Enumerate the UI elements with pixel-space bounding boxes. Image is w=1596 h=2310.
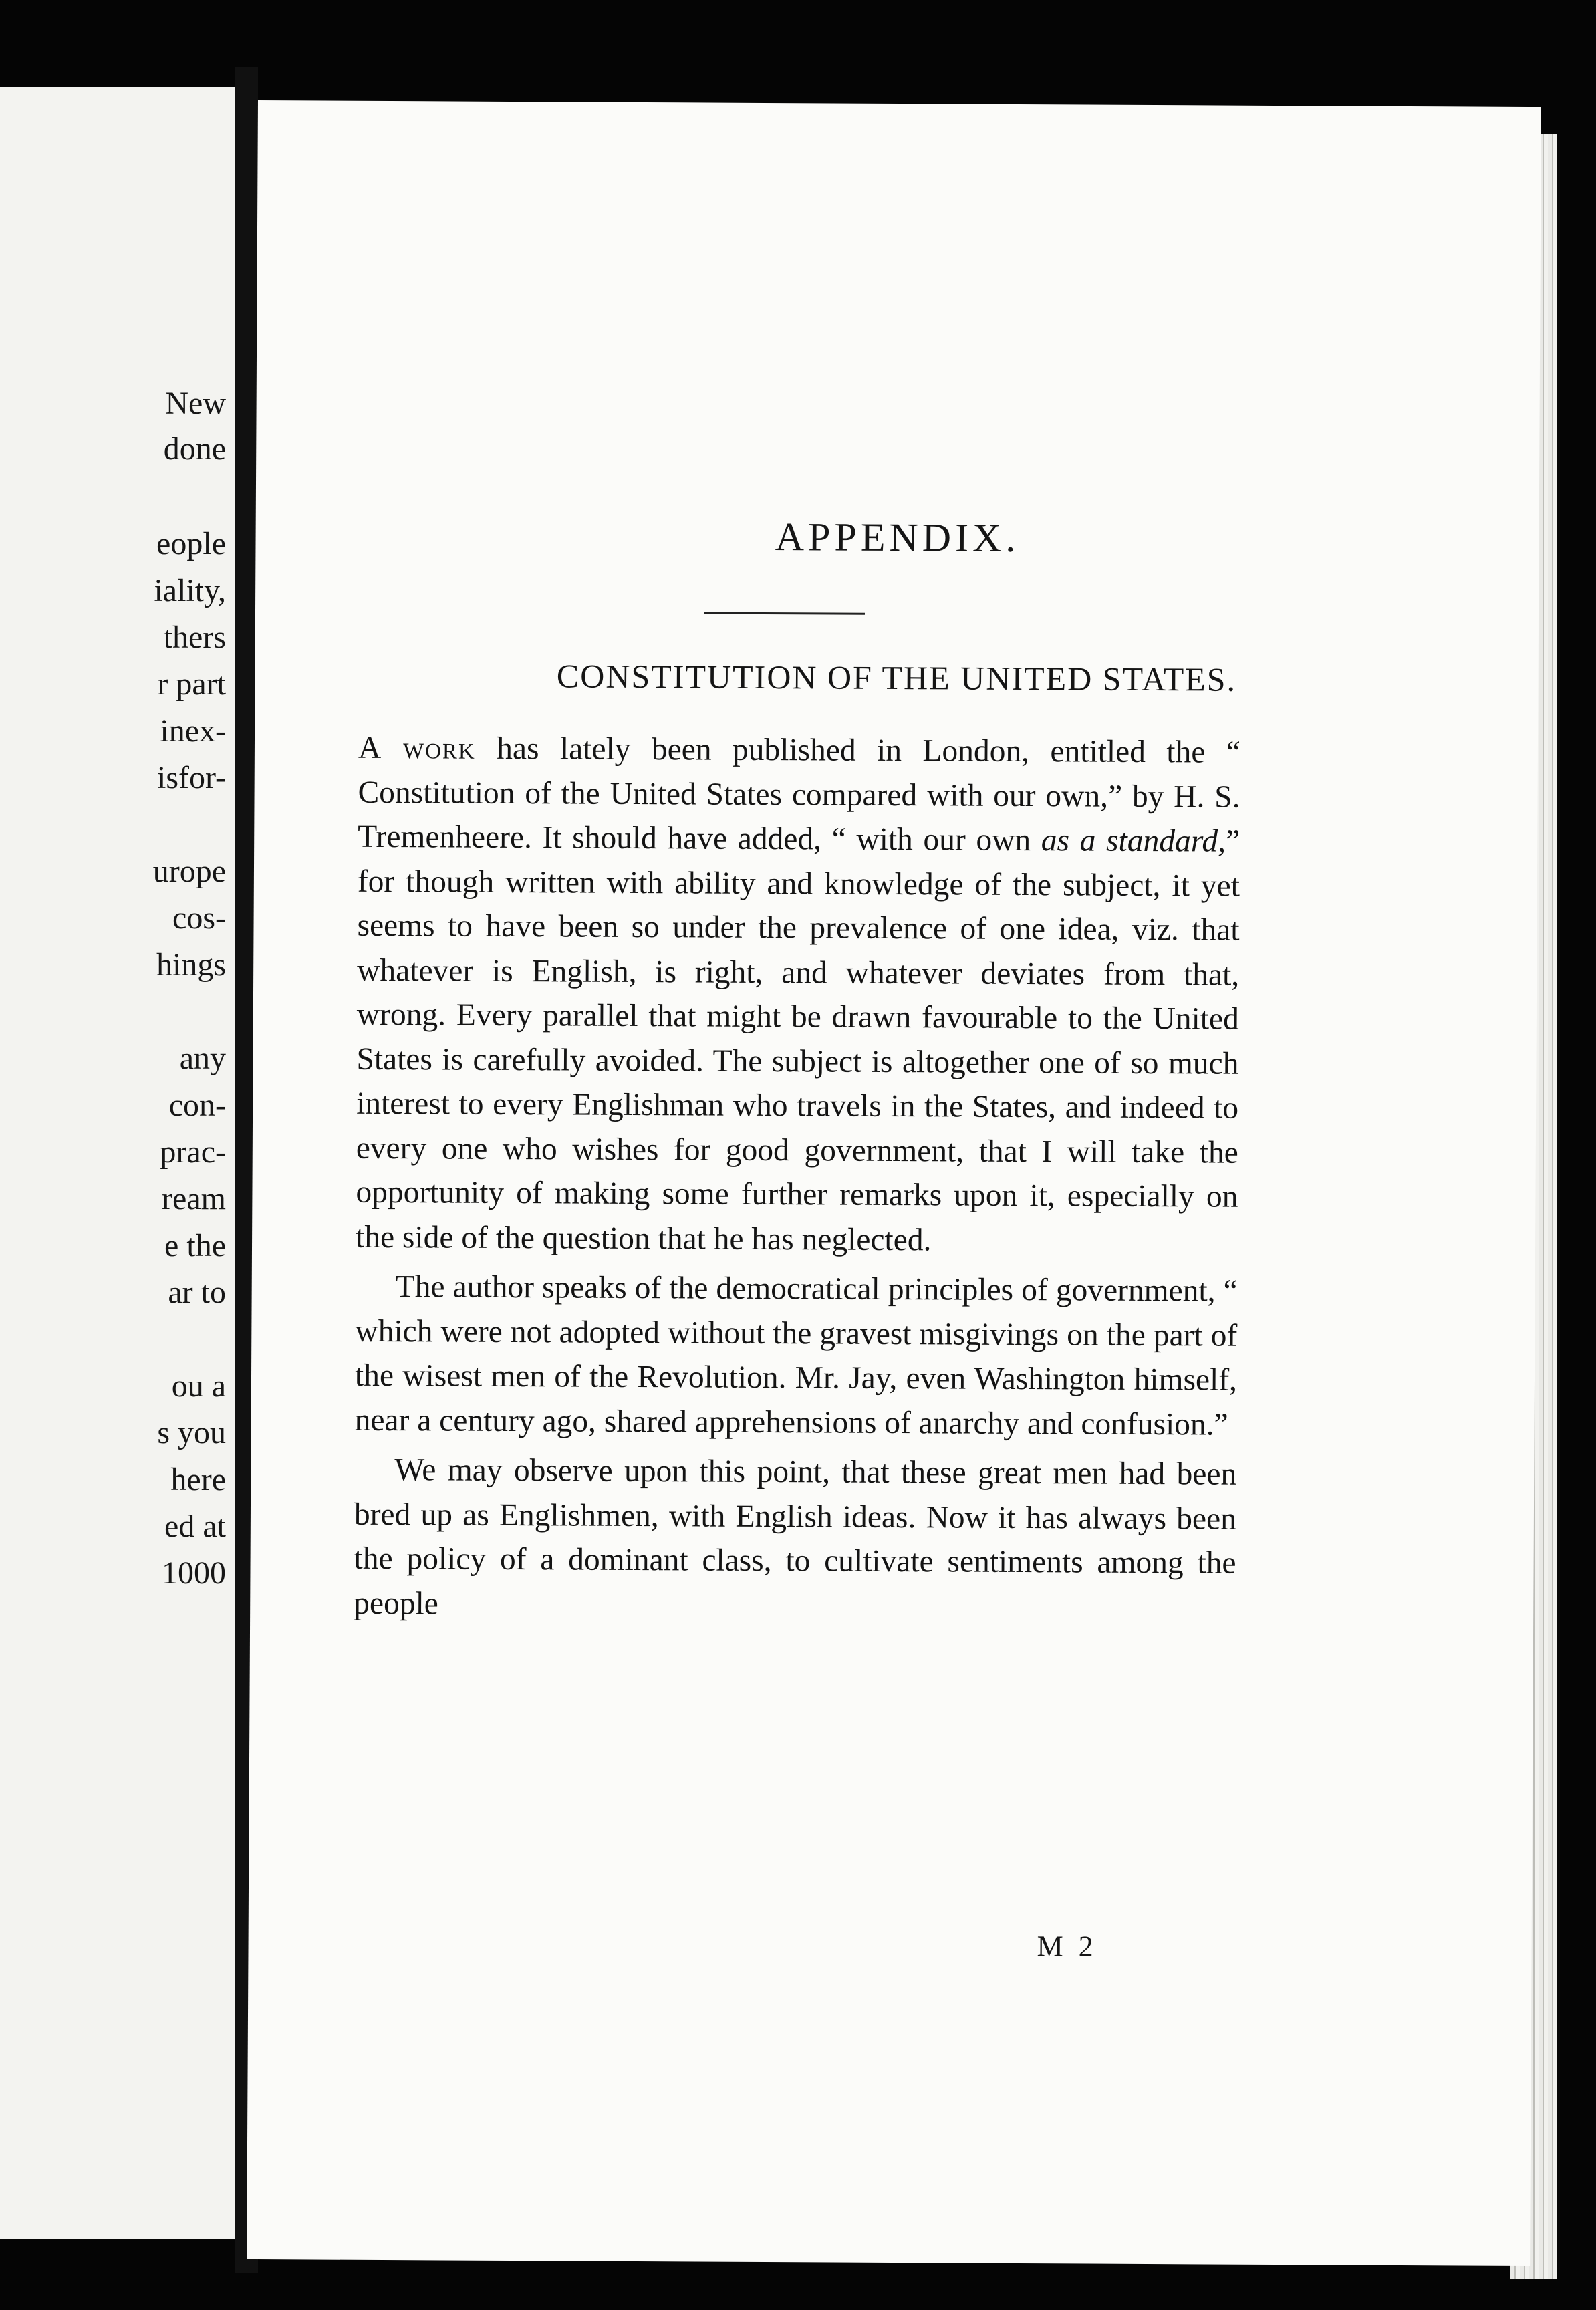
left-fragment: hings bbox=[156, 947, 226, 983]
left-fragment: iality, bbox=[154, 573, 226, 608]
left-fragment: prac- bbox=[160, 1134, 226, 1170]
left-fragment: any bbox=[179, 1041, 226, 1076]
paragraph-1 bbox=[356, 726, 1240, 1264]
left-fragment: done bbox=[163, 431, 226, 467]
section-title: CONSTITUTION OF THE UNITED STATES. bbox=[556, 657, 1237, 698]
left-fragment: urope bbox=[152, 854, 226, 889]
left-fragment: ed at bbox=[164, 1509, 226, 1544]
left-fragment: isfor- bbox=[156, 760, 226, 795]
left-fragment: inex- bbox=[160, 713, 226, 749]
heading-divider bbox=[704, 612, 865, 615]
left-fragment: e the bbox=[164, 1228, 226, 1263]
paragraph-2: The author speaks of the democratical principles of government, “ which were not adopted without the gravest misgivings on the part of the wisest men of the Revolution. Mr. Jay, even Washington himself, near a century ago, shared apprehensions of anarchy and confusion.” bbox=[354, 1269, 1238, 1442]
left-fragment: eople bbox=[156, 526, 226, 561]
body-text bbox=[354, 726, 1240, 1636]
left-fragment: con- bbox=[168, 1087, 226, 1123]
page-heading: APPENDIX. bbox=[775, 515, 1020, 560]
left-fragment: s you bbox=[157, 1415, 226, 1450]
left-fragment: ar to bbox=[168, 1275, 226, 1310]
left-fragment: here bbox=[170, 1462, 226, 1497]
left-fragment: r part bbox=[157, 666, 226, 702]
appendix-page bbox=[247, 100, 1541, 2266]
left-fragment: ou a bbox=[171, 1368, 226, 1404]
previous-page-fragment bbox=[0, 87, 235, 2239]
paragraph-1-italic: as a standard, bbox=[1041, 823, 1226, 859]
left-fragment: 1000 bbox=[162, 1555, 226, 1591]
printer-signature-mark: M 2 bbox=[1037, 1930, 1097, 1963]
opening-words: A work bbox=[358, 730, 476, 766]
left-fragment: cos- bbox=[172, 900, 226, 936]
paragraph-3: We may observe upon this point, that these great men had been bred up as Englishmen, with English ideas. Now it has always been the policy of a dominant class, to cultivate sentiments among the people bbox=[354, 1452, 1237, 1621]
left-fragment: thers bbox=[163, 620, 226, 655]
left-fragment: ream bbox=[162, 1181, 226, 1216]
paragraph-1-text-b: ” for though written with ability and knowledge of the subject, it yet seems to have been so under the prevalence of one idea, viz. that whatever is English, is right, and whatever deviates from that, wrong. Every parallel that might be drawn favourable to the United States is carefully avoided. The subject is altogether one of so much interest to every Englishman who travels in the States, and indeed to every one who wishes for good government, that I will take the opportunity of making some further remarks upon it, especially on the side of the question that he has neglected. bbox=[355, 823, 1240, 1257]
left-fragment: New bbox=[165, 386, 226, 421]
paragraph-1-text-a: has lately been published in London, entitled the “ Constitution of the United States compared with our own,” by H. S. Tremenheere. It should have added, “ with our own bbox=[358, 731, 1241, 858]
